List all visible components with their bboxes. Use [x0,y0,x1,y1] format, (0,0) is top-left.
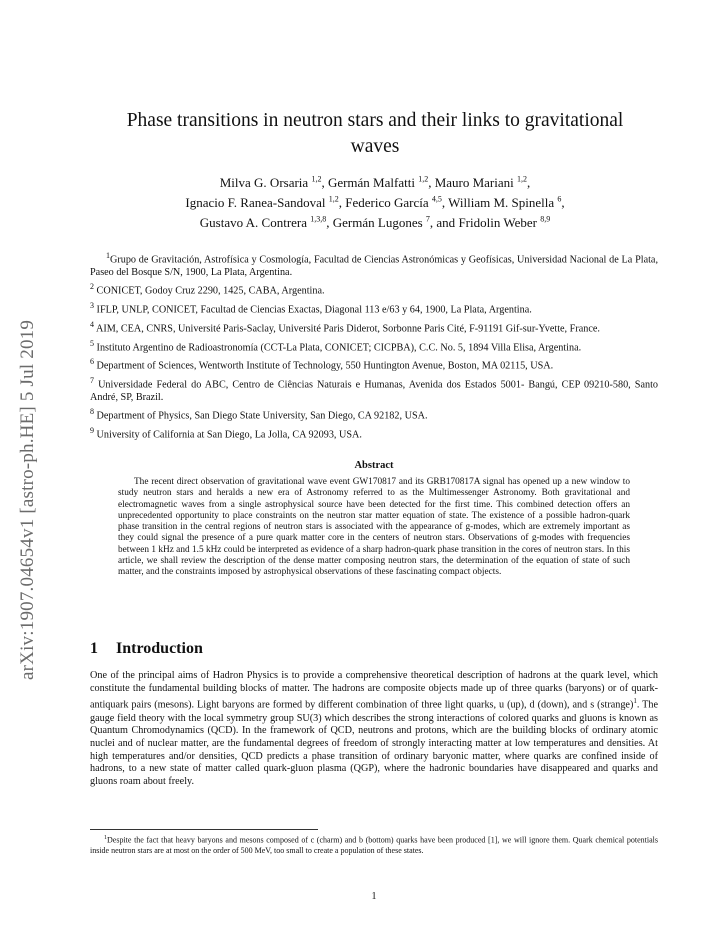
affiliation: $^3$ IFLP, UNLP, CONICET, Facultad de Ciencias Exactas, Diagonal 113 e/63 y 64, 1900, La Plata, Argentina. [90,301,532,316]
affiliation: $^5$ Instituto Argentino de Radioastronomía (CCT-La Plata, CONICET; CICPBA), C.C. No. 5, 1894 Villa Elisa, Argentina. [90,338,582,353]
author: Gustavo A. Contrera $^{1,3,8}$, [199,214,333,230]
author-list [110,172,640,231]
introduction-paragraph: One of the principal aims of Hadron Physics is to provide a comprehensive theoretical description of hadrons at the quark level, which constitute the fundamental building blocks of matter. The hadrons are composite objects made up of three quarks (baryons) or of quark-antiquark pairs (mesons). Light baryons are formed by different combination of three light quarks, u (up), d (down), and s (strange)$^1$. The gauge field theory with the local symmetry group SU(3) which describes the strong interactions of colored quarks and gluons is known as Quantum Chromodynamics (QCD). In the framework of QCD, neutrons and protons, which are the building blocks of ordinary atomic nuclei and of nuclear matter, are the fundamental degrees of freedom of strongly interacting matter at low temperatures and densities. At high temperatures and/or densities, QCD predicts a phase transition of ordinary baryonic matter, where quarks are confined inside of hadrons, to a new state of matter called quark-gluon plasma (QGP), where the hadronic boundaries have disappeared and quarks and gluons roam about freely. [90,670,659,788]
footnote-divider [90,829,318,830]
section-number: 1 [90,640,98,657]
abstract-heading: Abstract [354,460,394,471]
author: Germán Malfatti $^{1,2}$, [327,175,435,191]
author: Fridolin Weber $^{8,9}$ [458,214,551,230]
arxiv-sidebar-stamp: arXiv:1907.04654v1 [astro-ph.HE] 5 Jul 2019 [17,319,38,680]
paper-title: Phase transitions in neutron stars and their links to gravitational waves [126,110,624,157]
affiliation: $^8$ Department of Physics, San Diego State University, San Diego, CA 92182, USA. [90,407,428,422]
author: Milva G. Orsaria $^{1,2}$, [219,175,328,191]
footnote-marker[interactable]: 1 [633,697,637,706]
author: Mauro Mariani $^{1,2}$, [434,175,531,191]
author: Federico García $^{4,5}$, [345,194,449,211]
affiliation: $^4$ AIM, CEA, CNRS, Université Paris-Saclay, Université Paris Diderot, Sorbonne Paris Cité, F-91191 Gif-sur-Yvette, France. [90,319,600,335]
affiliation: $^1$Grupo de Gravitación, Astrofísica y Cosmología, Facultad de Ciencias Astronómicas y Geofísicas, Universidad Nacional de La Plata, Paseo del Bosque S/N, 1900, La Plata, Argentina. [90,251,658,279]
affiliation-list [90,250,658,444]
author: Ignacio F. Ranea-Sandoval $^{1,2}$, [185,194,346,211]
affiliation: $^7$ Universidade Federal do ABC, Centro de Ciências Naturais e Humanas, Avenida dos Estados 5001- Bangú, CEP 09210-580, Santo André, SP, Brazil. [90,375,659,404]
section-title: Introduction [116,640,203,657]
affiliation: $^2$ CONICET, Godoy Cruz 2290, 1425, CABA, Argentina. [90,282,325,297]
affiliation: $^9$ University of California at San Diego, La Jolla, CA 92093, USA. [90,426,362,441]
affiliation: $^6$ Department of Sciences, Wentworth Institute of Technology, 550 Huntington Avenue, Boston, MA 02115, USA. [90,357,554,372]
abstract-body: The recent direct observation of gravitational wave event GW170817 and its GRB170817A signal has opened up a new window to study neutron stars and heralds a new era of Astronomy referred to as the Multimessenger Astronomy. Both gravitational and electromagnetic waves from a single astrophysical source have been detected for the first time. This combined detection offers an unprecedented opportunity to place constraints on the neutron star matter equation of state. The existence of a possible hadron-quark phase transition in the central regions of neutron stars is associated with the appearance of g-modes, which are extremely important as they could signal the presence of a pure quark matter core in the centers of neutron stars. Observations of g-modes with frequencies between 1 kHz and 1.5 kHz could be interpreted as evidence of a sharp hadron-quark phase transition in the cores of neutron stars. In this article, we shall review the description of the dense matter composing neutron stars, the determination of the equation of state of such matter, and the constraints imposed by astrophysical observations of these fascinating compact objects. [118,477,630,578]
footnote: $^1$Despite the fact that heavy baryons and mesons composed of c (charm) and b (bottom) quarks have been produced [1], we will ignore them. Quark chemical potentials inside neutron stars are at most on the order of 500 MeV, too small to create a population of these states. [90,835,658,855]
section-heading [90,640,658,658]
page-number: 1 [371,891,377,902]
author: Germán Lugones $^7$, and [332,214,459,230]
author: William M. Spinella $^6$, [448,194,565,211]
